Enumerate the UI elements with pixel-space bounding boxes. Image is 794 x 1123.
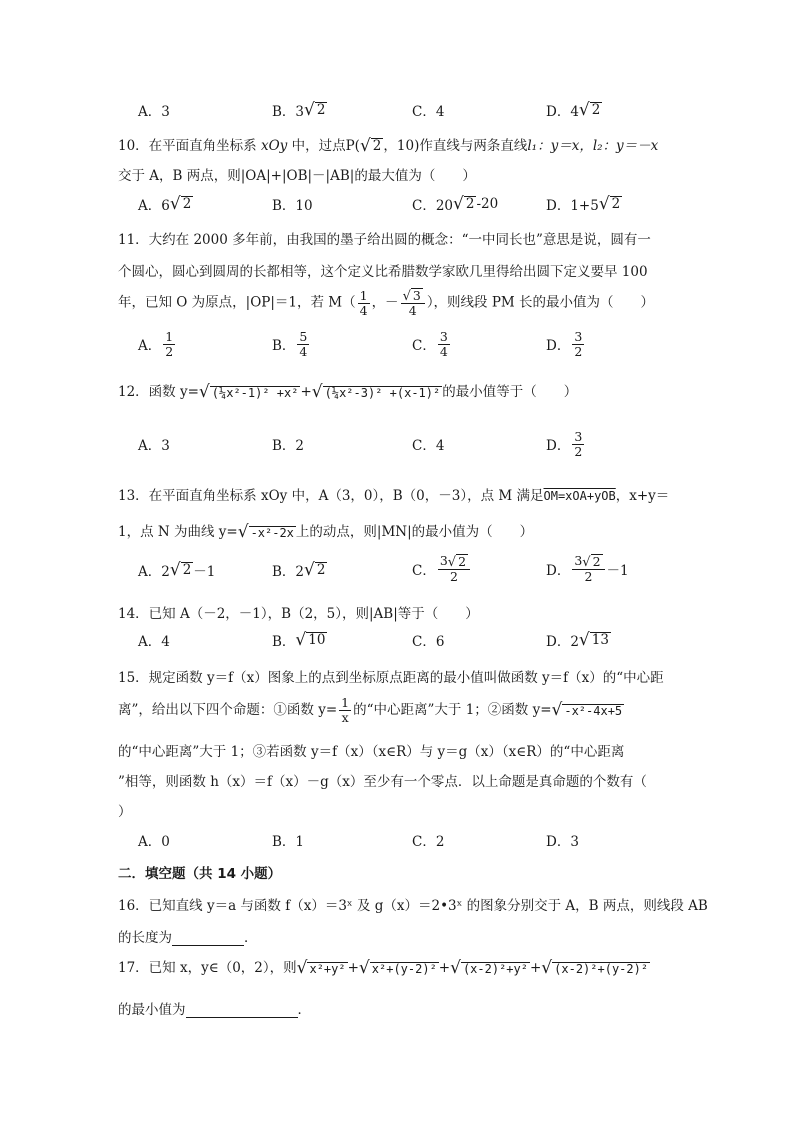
q15-stem-line4: ”相等，则函数 h（x）＝f（x）－g（x）至少有一个零点．以上命题是真命题的个数有（ <box>118 774 647 790</box>
sqrt-symbol: √ (x-2)²+y² <box>450 958 528 978</box>
q10-options <box>138 194 698 224</box>
sqrt-symbol: √ 2 <box>578 99 601 120</box>
q14-option-a[interactable]: A．4 <box>138 634 170 650</box>
q11-option-d[interactable]: D． $\frac{3}{2}$ <box>546 329 583 359</box>
q9-option-b[interactable]: B．3 √ 2 <box>272 99 326 120</box>
q15-stem-line1: 15．规定函数 y＝f（x）图象上的点到坐标原点距离的最小值叫做函数 y＝f（x）的“中心距 <box>118 670 664 686</box>
q9-option-d[interactable]: D．4 √ 2 <box>546 99 601 120</box>
q11-stem-line3: 年，已知 O 为原点，|OP|＝1，若 M（ $\frac{1}{4}$ ，－ √ 3 4 ），则线段 PM 长的最小值为（ ） <box>118 287 655 319</box>
answer-blank[interactable] <box>172 929 244 946</box>
q15-stem-line5: ） <box>118 804 132 820</box>
q13-options <box>138 553 698 590</box>
q13-option-d[interactable]: D． 3 √ 2 2 －1 <box>546 553 629 585</box>
q10-stem-line2: 交于 A，B 两点，则|OA|+|OB|－|AB|的最大值为（ ） <box>118 168 476 184</box>
q10-option-d[interactable]: D．1+5 √ 2 <box>546 193 621 214</box>
q9-options <box>138 100 698 130</box>
q12-option-d[interactable]: D． $\frac{3}{2}$ <box>546 429 583 459</box>
sqrt-symbol: √ (x-2)²+(y-2)² <box>541 958 649 978</box>
q14-stem: 14．已知 A（－2，－1），B（2，5），则|AB|等于（ ） <box>118 606 479 622</box>
q12-option-b[interactable]: B．2 <box>272 438 305 454</box>
q14-option-c[interactable]: C．6 <box>412 634 445 650</box>
q11-option-c[interactable]: C． $\frac{3}{4}$ <box>412 329 448 359</box>
fraction: $\frac{1}{x}$ <box>341 695 350 725</box>
q14-options <box>138 630 698 660</box>
vector-equation: OM=xOA+yOB <box>543 489 616 503</box>
q15-options <box>138 830 698 860</box>
q15-stem-line2: 离”，给出以下四个命题：①函数 y= $\frac{1}{x}$ 的“中心距离”大于 1；②函数 y= √ -x²-4x+5 <box>118 695 623 725</box>
sqrt-symbol: √ x²+(y-2)² <box>358 958 437 978</box>
q14-option-d[interactable]: D．2 √ 13 <box>546 629 609 650</box>
q15-option-b[interactable]: B．1 <box>272 834 305 850</box>
sqrt-symbol: √ 2 <box>359 136 382 156</box>
fraction: √ 3 4 <box>401 288 425 318</box>
q13-stem-line2: 1，点 N 为曲线 y= √ -x²-2x 上的动点，则|MN|的最小值为（ ） <box>118 522 534 542</box>
section-heading-fill-in: 二．填空题（共 14 小题） <box>118 866 282 882</box>
q16-stem-line1: 16．已知直线 y＝a 与函数 f（x）＝3ˣ 及 g（x）＝2•3ˣ 的图象分别交于 A，B 两点，则线段 AB <box>118 898 708 914</box>
q15-option-c[interactable]: C．2 <box>412 834 445 850</box>
q9-option-c[interactable]: C．4 <box>412 104 445 120</box>
q15-option-a[interactable]: A．0 <box>138 834 170 850</box>
q17-stem-line2: 的最小值为 ． <box>118 1002 311 1018</box>
sqrt-symbol: √ -x²-4x+5 <box>551 699 623 720</box>
q14-option-b[interactable]: B． √ 10 <box>272 629 326 650</box>
sqrt-symbol: √ 2 <box>304 99 326 120</box>
q12-option-a[interactable]: A．3 <box>138 438 170 454</box>
sqrt-symbol: √ x²+y² <box>296 958 346 978</box>
q11-option-b[interactable]: B． $\frac{5}{4}$ <box>272 329 308 359</box>
q12-stem: 12．函数 y= √ (¼x²-1)² +x² + √ (¼x²-3)² +(x-1)² 的最小值等于（ ） <box>118 382 578 402</box>
q12-options <box>138 429 698 464</box>
q13-option-c[interactable]: C． 3 √ 2 2 <box>412 554 472 584</box>
q12-option-c[interactable]: C．4 <box>412 438 445 454</box>
q13-option-b[interactable]: B．2 √ 2 <box>272 559 326 580</box>
q15-option-d[interactable]: D．3 <box>546 834 579 850</box>
fraction: $\frac{1}{4}$ <box>359 287 368 318</box>
q17-stem-line1: 17．已知 x，y∈（0，2），则 √ x²+y² + √ x²+(y-2)² + √ (x-2)²+y² + √ (x-2)²+(y-2)² <box>118 958 649 978</box>
q15-stem-line3: 的“中心距离”大于 1；③若函数 y＝f（x）（x∈R）与 y＝g（x）（x∈R）的“中心距离 <box>118 744 625 760</box>
q11-option-a[interactable]: A． $\frac{1}{2}$ <box>138 329 174 359</box>
q11-stem-line2: 个圆心，圆心到圆周的长都相等，这个定义比希腊数学家欧几里得给出圆下定义要早 100 <box>118 264 648 280</box>
q10-option-a[interactable]: A．6 √ 2 <box>138 193 192 214</box>
sqrt-symbol: √ (¼x²-3)² +(x-1)² <box>311 382 441 402</box>
sqrt-symbol: √ -x²-2x <box>237 522 294 542</box>
q10-stem-line1: 10．在平面直角坐标系 xOy 中，过点P( √ 2 ，10)作直线与两条直线l₁：y＝x，l₂：y＝－x <box>118 136 659 156</box>
q10-option-c[interactable]: C．20 √ 2 -20 <box>412 193 499 214</box>
q11-options <box>138 330 698 360</box>
q13-stem-line1: 13．在平面直角坐标系 xOy 中，A（3，0），B（0，－3），点 M 满足OM=xOA+yOB，x+y＝ <box>118 488 670 504</box>
q16-stem-line2: 的长度为 ． <box>118 930 258 946</box>
q10-option-b[interactable]: B．10 <box>272 198 313 214</box>
answer-blank[interactable] <box>186 1001 298 1018</box>
sqrt-symbol: √ (¼x²-1)² +x² <box>198 382 299 402</box>
q9-option-a[interactable]: A．3 <box>138 104 170 120</box>
q11-stem-line1: 11．大约在 2000 多年前，由我国的墨子给出圆的概念：“一中同长也”意思是说，圆有一 <box>118 232 651 248</box>
q13-option-a[interactable]: A．2 √ 2 －1 <box>138 559 216 580</box>
